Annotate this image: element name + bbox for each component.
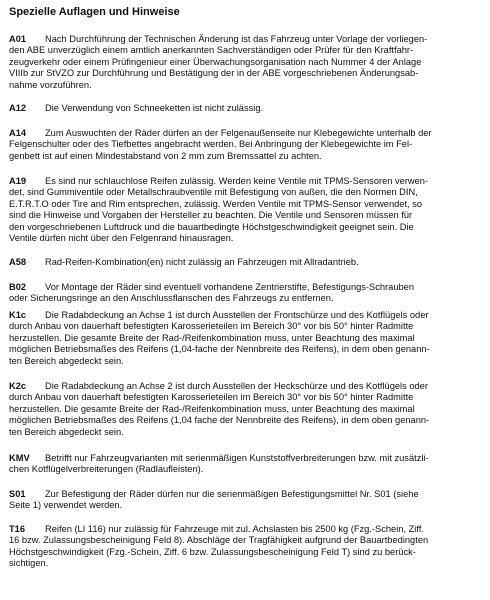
entry-line: zeugverkehr oder einem Prüfingenieur einer Überwachungsorganisation nach Nummer 4 der Anlage xyxy=(9,56,422,67)
entry-a58 xyxy=(9,257,481,268)
entry-line: chen Kotflügelverbreiterungen (Radlaufleisten). xyxy=(9,464,204,475)
entry-line: det, sind Gummiventile oder Metallschraubventile mit Befestigung von außen, die den Normen DIN, xyxy=(9,187,418,198)
entry-b02 xyxy=(9,282,481,305)
entry-line: A19 Es sind nur schlauchlose Reifen zulässig. Werden keine Ventile mit TPMS-Sensoren verwen- xyxy=(9,176,429,186)
entry-line: Ventile dürfen nicht über den Felgenrand hinausragen. xyxy=(9,233,234,244)
entry-line: oder Sicherungsringe an den Anschlussflanschen des Fahrzeugs zu entfernen. xyxy=(9,293,334,304)
entry-k1c xyxy=(9,310,481,367)
entry-line: Seite 1) verwendet werden. xyxy=(9,500,123,511)
entry-line: den vorgeschriebenen Luftdruck und die bauartbedingte Höchstgeschwindigkeit geeignet sein. Die xyxy=(9,221,414,232)
entry-code: A01 xyxy=(9,34,27,44)
entry-line: ten Bereich abgedeckt sein. xyxy=(9,426,124,437)
entry-line: möglichen Betriebsmaßes des Reifens (1,04-fache der Nennbreite des Reifens), in dem oben genann- xyxy=(9,344,430,355)
entry-t16 xyxy=(9,524,481,570)
entry-line: genbett ist auf einen Mindestabstand von 2 mm zum Bremssattel zu achten. xyxy=(9,150,322,161)
entry-a14 xyxy=(9,128,481,162)
entry-k2c xyxy=(9,381,481,438)
entry-line: A01 Nach Durchführung der Technischen Änderung ist das Fahrzeug unter Vorlage der vorliegen- xyxy=(9,34,428,44)
entry-line: durch Anbau von dauerhaft befestigten Karosserieteilen im Bereich 30° vor bis 50° hinter Radmitte xyxy=(9,392,414,403)
entry-code: KMV xyxy=(9,453,30,463)
entry-code: A58 xyxy=(9,257,27,267)
entry-line: sind die Hinweise und Vorgaben der Hersteller zu beachten. Die Ventile und Sensoren müssen für xyxy=(9,210,413,221)
entry-code: A12 xyxy=(9,103,27,113)
entry-line: nahme vorzuführen. xyxy=(9,79,92,90)
entry-line: A14 Zum Auswuchten der Räder dürfen an der Felgenaußenseite nur Klebegewichte unterhalb der xyxy=(9,128,432,138)
entry-s01 xyxy=(9,489,481,512)
entry-line: S01 Zur Befestigung der Räder dürfen nur die serienmäßigen Befestigungsmittel Nr. S01 (siehe xyxy=(9,489,419,499)
entry-code: K2c xyxy=(9,381,27,391)
entry-line: herzustellen. Die gesamte Breite der Rad-/Reifenkombination muss, unter Beachtung des maximal xyxy=(9,403,415,414)
entry-line: 16 bzw. Zulassungsbescheinigung Feld 8). Abschläge der Tragfähigkeit aufgrund der Bauartbedingten xyxy=(9,535,429,546)
page-title: Spezielle Auflagen und Hinweise xyxy=(9,6,180,18)
entry-a12 xyxy=(9,103,481,114)
entry-line: KMV Betrifft nur Fahrzeugvarianten mit serienmäßigen Kunststoffverbreiterungen bzw. mit zusätzli- xyxy=(9,453,429,463)
entry-line: durch Anbau von dauerhaft befestigten Karosserieteilen im Bereich 30° vor bis 50° hinter Radmitte xyxy=(9,321,414,332)
entry-a19 xyxy=(9,176,481,244)
entry-code: K1c xyxy=(9,310,27,320)
entry-line: herzustellen. Die gesamte Breite der Rad-/Reifenkombination muss, unter Beachtung des maximal xyxy=(9,332,415,343)
entry-code: A19 xyxy=(9,176,27,186)
entry-line: sichtigen. xyxy=(9,558,49,569)
entry-line: Felgenschulter oder des Tiefbettes angebracht werden. Bei Anbringung der Klebegewichte im Fel- xyxy=(9,139,413,150)
entry-a01 xyxy=(9,34,481,91)
entry-line: B02 Vor Montage der Räder sind eventuell vorhandene Zentrierstifte, Befestigungs-Schrauben xyxy=(9,282,414,292)
entry-kmv xyxy=(9,453,481,476)
entry-line: A12 Die Verwendung von Schneeketten ist nicht zulässig. xyxy=(9,103,264,113)
entry-line: A58 Rad-Reifen-Kombination(en) nicht zulässig an Fahrzeugen mit Allradantrieb. xyxy=(9,257,359,267)
entry-code: T16 xyxy=(9,524,26,534)
entry-line: K2c Die Radabdeckung an Achse 2 ist durch Ausstellen der Heckschürze und des Kotflügels oder xyxy=(9,381,428,391)
entry-line: E.T.R.T.O oder Tire and Rim entsprechen, zulässig. Werden Ventile mit TPMS-Sensor verwendet, so xyxy=(9,198,423,209)
entry-line: den ABE unverzüglich einem amtlich anerkannten Sachverständigen oder Prüfer für den Kraftfahr- xyxy=(9,45,414,56)
entry-line: möglichen Betriebsmaßes des Reifens (1,04 fache der Nennbreite des Reifens), in dem oben genann- xyxy=(9,415,430,426)
entry-line: K1c Die Radabdeckung an Achse 1 ist durch Ausstellen der Frontschürze und des Kotflügels oder xyxy=(9,310,429,320)
entry-code: S01 xyxy=(9,489,26,499)
entry-line: VIIIb zur StVZO zur Durchführung und Bestätigung der in der ABE vorgeschriebenen Änderungsab- xyxy=(9,68,419,79)
entry-line: ten Bereich abgedeckt sein. xyxy=(9,355,124,366)
entry-line: T16 Reifen (LI 116) nur zulässig für Fahrzeuge mit zul. Achslasten bis 2500 kg (Fzg.-Schein, Ziff. xyxy=(9,524,424,534)
entry-line: Höchstgeschwindigkeit (Fzg.-Schein, Ziff. 6 bzw. Zulassungsbescheinigung Feld T) sind zu berück- xyxy=(9,546,416,557)
entry-code: A14 xyxy=(9,128,27,138)
entry-code: B02 xyxy=(9,282,27,292)
